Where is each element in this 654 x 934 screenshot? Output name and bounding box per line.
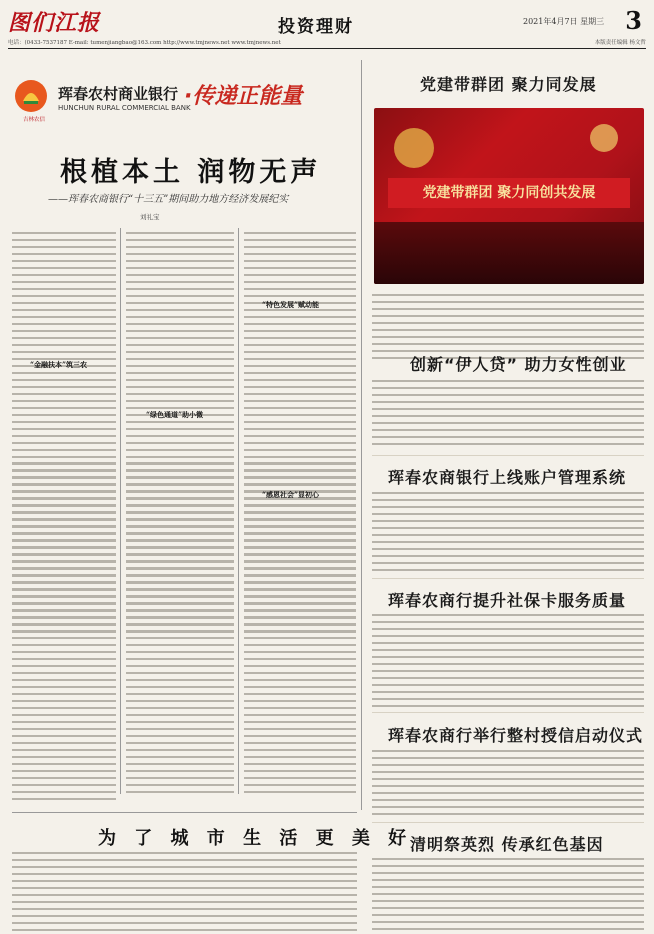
social-security-body [372, 614, 644, 707]
lead-subhead-1: “金融扶本”筑三农 [30, 360, 88, 369]
column-divider [238, 228, 239, 794]
section-rule [12, 812, 357, 813]
contact-info: 电话：(0433-7537187 E-mail: tumenjiangbao@163.com http://www.tmjnews.net www.tmjnews.net [8, 40, 281, 46]
article-separator [372, 712, 644, 713]
page-number: 3 [625, 6, 642, 35]
lead-headline: 根植本土 润物无声 [60, 157, 322, 188]
page-editor: 本版责任编辑 杨文哲 [594, 40, 646, 46]
article-title-party-building: 党建带群团 聚力同发展 [420, 75, 597, 94]
lead-subheadline: ——珲春农商银行“十三五”期间助力地方经济发展纪实 [48, 194, 289, 205]
article-separator [372, 822, 644, 823]
lead-column-2 [126, 232, 234, 793]
masthead [8, 6, 646, 36]
lead-subhead-3: “特色发展”赋动能 [262, 300, 320, 309]
contact-bar [8, 38, 646, 49]
photo-decoration [590, 124, 618, 152]
banner-slogan: ·传递正能量 [184, 84, 303, 109]
bank-banner [14, 77, 314, 125]
photo-decoration [394, 128, 434, 168]
article-title-qingming: 清明祭英烈 传承红色基因 [410, 835, 604, 854]
newspaper-logo: 图们江报 [8, 10, 101, 36]
women-loan-body [372, 380, 644, 445]
page-divider [361, 60, 362, 810]
lead-column-1 [12, 232, 116, 800]
column-divider [120, 228, 121, 794]
article-title-village-credit: 珲春农商行举行整村授信启动仪式 [388, 726, 644, 745]
section-title: 投资理财 [278, 17, 354, 37]
photo-banner: 党建带群团 聚力同创共发展 [388, 178, 630, 208]
party-building-photo [374, 108, 644, 284]
bottom-headline: 为 了 城 市 生 活 更 美 好 [98, 828, 413, 849]
bank-name-en: HUNCHUN RURAL COMMERCIAL BANK [58, 104, 191, 112]
article-separator [372, 455, 644, 456]
bank-name: 珲春农村商业银行 [58, 85, 179, 103]
logo-caption: 吉林农信 [22, 117, 45, 123]
village-credit-body [372, 750, 644, 815]
bottom-story-body [12, 852, 357, 931]
article-title-women-loan: 创新“伊人贷” 助力女性创业 [410, 355, 627, 374]
lead-column-3 [244, 232, 356, 793]
bank-logo-icon [14, 79, 48, 113]
party-building-body [372, 294, 644, 359]
account-system-body [372, 492, 644, 571]
lead-byline: 刘礼宝 [140, 213, 160, 221]
photo-audience [374, 222, 644, 284]
qingming-body [372, 858, 644, 930]
article-separator [372, 578, 644, 579]
article-title-social-security: 珲春农商行提升社保卡服务质量 [388, 591, 627, 610]
lead-subhead-4: “感恩社会”显初心 [262, 490, 320, 499]
article-title-account-system: 珲春农商银行上线账户管理系统 [388, 468, 627, 487]
issue-date: 2021年4月7日 星期三 [523, 17, 605, 26]
lead-subhead-2: “绿色通道”助小微 [146, 410, 204, 419]
